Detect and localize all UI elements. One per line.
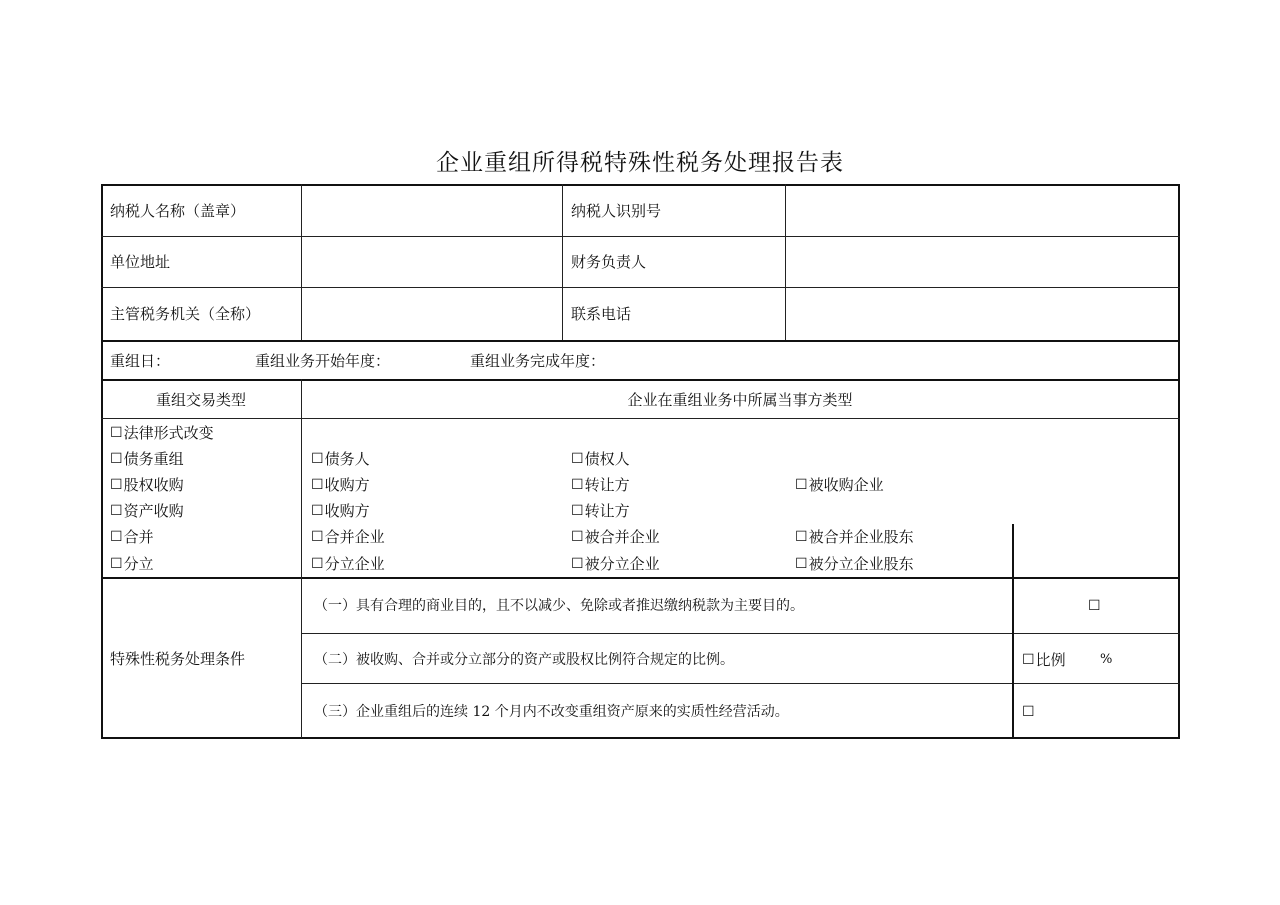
taxpayer-id-label: 纳税人识别号 — [571, 202, 662, 220]
option-label: 分立 — [123, 555, 154, 573]
party-debtor[interactable] — [311, 449, 370, 469]
party-dividing-enterprise[interactable] — [311, 554, 385, 574]
checkbox-icon[interactable]: ☐ — [1022, 704, 1035, 720]
col-divider — [301, 184, 302, 340]
checkbox-icon[interactable]: ☐ — [110, 477, 123, 493]
phone-field[interactable] — [787, 289, 1177, 339]
condition-2-text: （二）被收购、合并或分立部分的资产或股权比例符合规定的比例。 — [314, 652, 734, 668]
checkbox-icon[interactable]: ☐ — [110, 529, 123, 545]
option-label: 转让方 — [584, 476, 630, 494]
party-acquired-enterprise[interactable] — [795, 475, 884, 495]
party-type-header: 企业在重组业务中所属当事方类型 — [627, 391, 853, 409]
party-merged-enterprise[interactable] — [571, 527, 660, 547]
percent-sign: % — [1100, 652, 1113, 667]
option-label: 债权人 — [584, 450, 630, 468]
checkbox-icon[interactable]: ☐ — [311, 529, 324, 545]
condition-1-text: （一）具有合理的商业目的，且不以减少、免除或者推迟缴纳税款为主要目的。 — [314, 598, 804, 614]
option-label: 被合并企业 — [584, 528, 660, 546]
taxpayer-name-label: 纳税人名称（盖章） — [110, 202, 246, 220]
option-label: 收购方 — [324, 476, 370, 494]
tax-authority-label: 主管税务机关（全称） — [110, 305, 261, 323]
checkbox-icon[interactable]: ☐ — [571, 529, 584, 545]
party-creditor[interactable] — [571, 449, 630, 469]
finance-manager-field[interactable] — [787, 238, 1177, 286]
form-title: 企业重组所得税特殊性税务处理报告表 — [436, 150, 844, 176]
option-label: 被合并企业股东 — [808, 528, 914, 546]
option-label: 债务人 — [324, 450, 370, 468]
row-divider — [301, 683, 1180, 684]
row-divider — [101, 418, 1180, 419]
reorg-type-division[interactable] — [110, 554, 154, 574]
row-divider — [301, 633, 1180, 634]
party-divided-enterprise-shareholder[interactable] — [795, 554, 914, 574]
option-label: 合并 — [123, 528, 154, 546]
condition-3-text: （三）企业重组后的连续 12 个月内不改变重组资产原来的实质性经营活动。 — [314, 704, 789, 720]
row-divider — [101, 236, 1180, 237]
finance-manager-label: 财务负责人 — [571, 253, 647, 271]
phone-label: 联系电话 — [571, 305, 632, 323]
ratio-label: 比例 — [1035, 651, 1066, 669]
reorg-type-debt-restructuring[interactable] — [110, 449, 184, 469]
checkbox-icon[interactable]: ☐ — [110, 503, 123, 519]
option-label: 分立企业 — [324, 555, 385, 573]
reorg-type-merger[interactable] — [110, 527, 154, 547]
party-merging-enterprise[interactable] — [311, 527, 385, 547]
checkbox-icon[interactable]: ☐ — [571, 556, 584, 572]
option-label: 债务重组 — [123, 450, 184, 468]
option-label: 被分立企业股东 — [808, 555, 914, 573]
checkbox-icon[interactable]: ☐ — [795, 556, 808, 572]
col-divider — [785, 184, 786, 340]
checkbox-icon[interactable]: ☐ — [571, 477, 584, 493]
option-label: 转让方 — [584, 502, 630, 520]
taxpayer-id-field[interactable] — [787, 186, 1177, 235]
reorg-type-legal-form-change[interactable] — [110, 423, 214, 443]
reorg-type-equity-acquisition[interactable] — [110, 475, 184, 495]
col-divider — [1012, 524, 1014, 738]
condition-1-check[interactable] — [1088, 596, 1102, 616]
checkbox-icon[interactable]: ☐ — [1022, 652, 1035, 668]
row-divider — [101, 577, 1180, 579]
checkbox-icon[interactable]: ☐ — [110, 425, 123, 441]
option-label: 收购方 — [324, 502, 370, 520]
checkbox-icon[interactable]: ☐ — [795, 477, 808, 493]
tax-authority-field[interactable] — [303, 289, 561, 339]
address-field[interactable] — [303, 238, 561, 286]
party-divided-enterprise[interactable] — [571, 554, 660, 574]
party-asset-transferor[interactable] — [571, 501, 630, 521]
table-left-border — [101, 184, 103, 739]
col-divider — [562, 184, 563, 340]
checkbox-icon[interactable]: ☐ — [795, 529, 808, 545]
col-divider — [301, 379, 302, 738]
condition-3-check[interactable] — [1022, 702, 1036, 722]
row-divider — [101, 287, 1180, 288]
checkbox-icon[interactable]: ☐ — [571, 503, 584, 519]
address-label: 单位地址 — [110, 253, 171, 271]
party-merged-enterprise-shareholder[interactable] — [795, 527, 914, 547]
end-year-label: 重组业务完成年度： — [470, 352, 606, 370]
reorg-type-header: 重组交易类型 — [155, 391, 246, 409]
option-label: 合并企业 — [324, 528, 385, 546]
option-label: 被收购企业 — [808, 476, 884, 494]
option-label: 资产收购 — [123, 502, 184, 520]
taxpayer-name-field[interactable] — [303, 186, 561, 235]
conditions-label: 特殊性税务处理条件 — [110, 650, 246, 668]
option-label: 被分立企业 — [584, 555, 660, 573]
reorg-day-label: 重组日： — [110, 352, 171, 370]
checkbox-icon[interactable]: ☐ — [311, 556, 324, 572]
checkbox-icon[interactable]: ☐ — [311, 451, 324, 467]
table-right-border — [1178, 184, 1180, 739]
checkbox-icon[interactable]: ☐ — [311, 503, 324, 519]
reorg-type-asset-acquisition[interactable] — [110, 501, 184, 521]
party-asset-acquirer[interactable] — [311, 501, 370, 521]
condition-2-check[interactable] — [1022, 650, 1066, 670]
checkbox-icon[interactable]: ☐ — [571, 451, 584, 467]
checkbox-icon[interactable]: ☐ — [1088, 598, 1101, 614]
checkbox-icon[interactable]: ☐ — [311, 477, 324, 493]
table-bottom-border — [101, 737, 1180, 739]
party-equity-acquirer[interactable] — [311, 475, 370, 495]
checkbox-icon[interactable]: ☐ — [110, 556, 123, 572]
row-divider — [101, 340, 1180, 342]
option-label: 股权收购 — [123, 476, 184, 494]
option-label: 法律形式改变 — [123, 424, 214, 442]
row-divider — [101, 379, 1180, 381]
start-year-label: 重组业务开始年度： — [255, 352, 391, 370]
party-equity-transferor[interactable] — [571, 475, 630, 495]
checkbox-icon[interactable]: ☐ — [110, 451, 123, 467]
